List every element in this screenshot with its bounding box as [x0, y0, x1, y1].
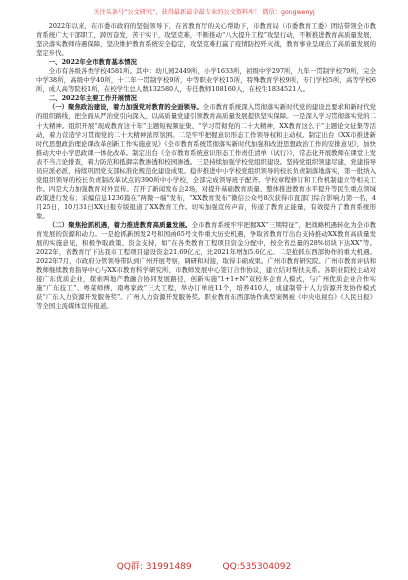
section2-heading: 二、2022年主要工作开展情况 — [48, 94, 137, 103]
section1-paragraph: 全市有各级各类学校4581所。其中：幼儿园2449所，小学1633所，初级中学297所，九年一贯制学校79所，完全中学38所，高级中学40所，十二年一贯制学校9所，中等职业学校15所，特殊教育学校9所，专门学校5所，高等学校6所，成人高等院校1所，在校学生总人数132580人，专任教师108160人，在校生1834521人。 — [36, 67, 376, 94]
qq-group-text: QQ群: 31991489 — [116, 562, 192, 572]
subsection1-heading: （一）聚焦政治建设，着力加强党对教育的全面领导。 — [48, 103, 203, 112]
subsection1-paragraph — [36, 103, 376, 221]
header-wechat-text: 微信：gongwenyj — [262, 9, 315, 16]
subsection2-body: 全市教育系统牢牢把握XX“三期特征”，把战略机遇转化为全市教育发展的资源和动力。一是抢抓新国发2号和国函65号文件重大历史机遇，争取省教育厅出台支持推动XX教育高质量发展的实施意见，积极争取政策、资金支持，如“在各类教育工程项目资金分配中，按全省总量的28%切块下达XX”等。2022年，省教育厅下达我市工程项目建设资金21.69亿元，比2021年增加5.6亿元。二是抢抓东西部协作的重大机遇。2022年7月，市政府分管领导带队到广州开展考察，调研和对接，取得丰硕成果。广州市教育研究院、广州市教育评估和教师继续教育指导中心与XX市教育科学研究所、市教师发展中心签订合作协议，建立结对帮扶关系。各职业院校主动对接广东优质企业，探索两地产教融合协同发展路径，创新实施“1+1+N”双校多企育人模式，与广州优质企业合作实施“广东技工”、粤菜师傅、南粤家政”三大工程，举办订单班11个，培养410人，成建制带十人力资源开发协作模式获“广东人力资源开发服务奖”。广州人力资源开发服务奖。职业教育东西部协作典型案例被《中央电视台》《人民日报》等全国主流媒体宣传报道。 — [36, 221, 377, 311]
contact-footer — [0, 560, 408, 574]
subsection1-body: 全市教育系统深入贯彻落实新时代党的建设总要求和新时代党的组织路线，把全面从严治党引向深入，以高质量党建引领教育高质量发展提供坚实保障。一是深入学习贯彻落实党的二十大精神。组织开展“现成教育这十年”主题短视频征集、“学习贯彻党的二十大精神，XX教育这么干”主题论文征集等活动，着力营造学习贯彻党的二十大精神浓厚氛围。二是牢牢把握意识形态工作领导权和主动权。制定出台《XX市推进新时代思想政治理论课改革创新工作实施意见》《全市教育系统贯彻落实新时代加强和改进思想政治工作的安排意见》，加快推动大中小学思政课一体化改革。制定出台《全市教育系统意识形态工作责任清单（试行）》，常态化开展教师在课堂上发表不当言论排查，着力防范和抵御宗教渗透和校园渗透。三是持续加强学校党组织建设。坚持党组织领建尽建，党建指导员应派必派，持续巩固党支部标准化规范化建设成果。稳步推进中小学校党组织领导的校长负责制落地落实，第一批纳入党组织领导的校长负责制改革试点的390所中小学校，全部完成领导班子配齐。学校章程修订和工作机制建立等相关工作。四是大力加强教育对外宣传。召开了新闻发布会2场，对提升基础教育质量、整体推进教育水平提升等民生重点领域政策进行发布；采编信息1236篇在“两微一端”发布，“XX教育发布”微信公众号8次获得市直部门综合影响力第一名，4月25日，10月31日XX日报专版报道了XX教育工作。切实加强宣传声音，传递了教育正能量，有效提升了教育系统形象。 — [36, 103, 377, 220]
intro-paragraph: 2022年以来，在市委市政府的坚强领导下，在省教育厅的关心帮助下，市教育局（市委教育工委）团结带领全市教育系统广大干部职工，踔厉奋发，苦干实干，攻坚克难，不断推动“八大提升工程”攻坚行动，不断推进教育高质量发展，坚决落实教师待遇保障，坚决维护教育系统安全稳定，攻坚克难打赢了疫情防控歼灭战，教育事业呈现出了高质量发展的坚定步伐。 — [36, 22, 376, 58]
header-notice — [0, 8, 408, 18]
section1-heading: 一、2022年全市教育基本情况 — [48, 58, 137, 67]
qq-text: QQ:535304092 — [222, 562, 292, 572]
subsection2-heading: （二）聚焦抢抓机遇，着力推进教育高质量发展。 — [48, 221, 192, 230]
header-follow-text: 关注头条号“公文研究”，获得最新最全最专业的公文资料库！ — [93, 9, 261, 16]
subsection2-paragraph — [36, 221, 376, 311]
document-body — [36, 22, 376, 312]
